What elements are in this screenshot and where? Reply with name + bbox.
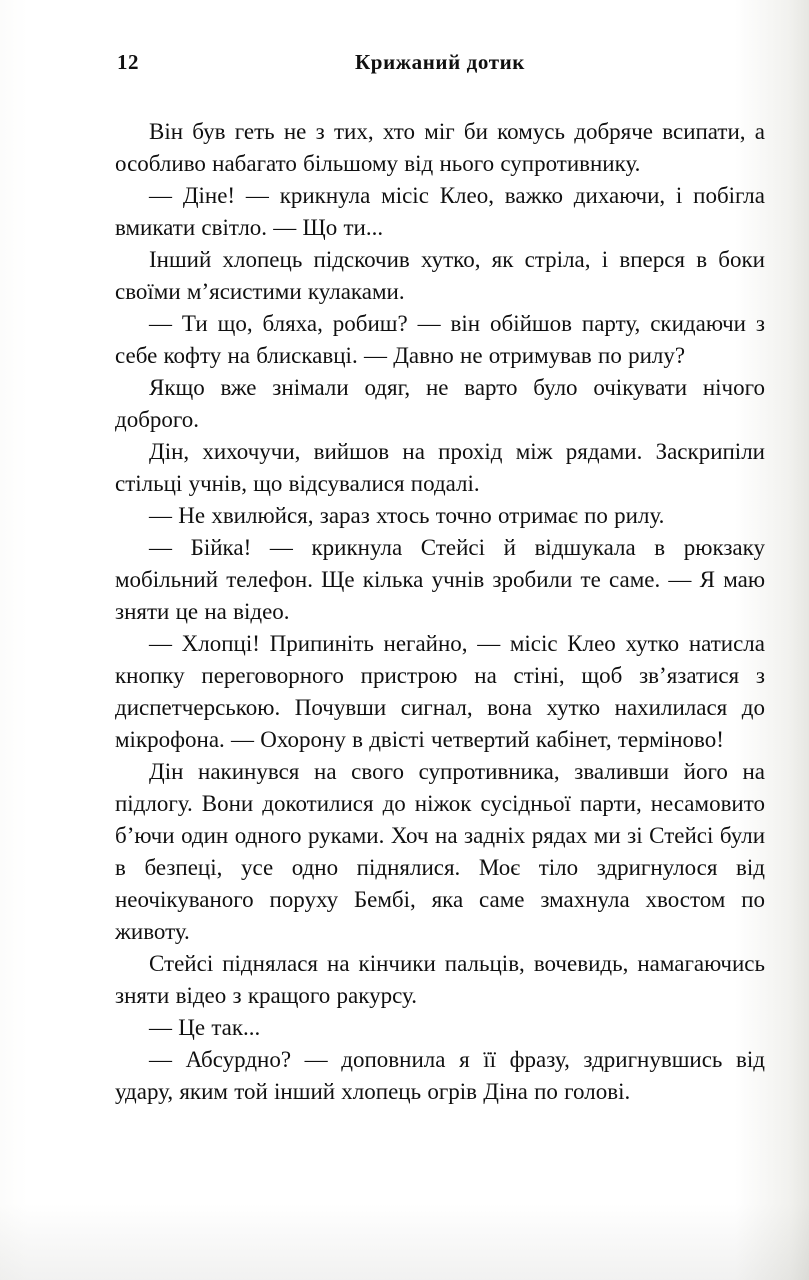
paragraph: Дін, хихочучи, вийшов на прохід між рядами. Заскрипіли стільці учнів, що відсувалися подалі. [115, 439, 765, 496]
paragraph: — Це так... [149, 1015, 261, 1040]
paragraph: — Абсурдно? — доповнила я її фразу, здригнувшись від удару, яким той інший хлопець огрів Діна по голові. [115, 1047, 765, 1104]
paragraph: — Бійка! — крикнула Стейсі й відшукала в рюкзаку мобільний телефон. Ще кілька учнів зробили те саме. — Я маю зняти це на відео. [115, 535, 765, 624]
page-header [115, 0, 765, 80]
paragraph: Якщо вже знімали одяг, не варто було очікувати нічого доброго. [115, 375, 765, 432]
paragraph: Стейсі піднялася на кінчики пальців, вочевидь, намагаючись зняти відео з кращого ракурсу. [115, 951, 765, 1008]
page-number: 12 [117, 50, 139, 74]
paragraph: Дін накинувся на свого супротивника, зваливши його на підлогу. Вони докотилися до ніжок сусідньої парти, несамовито б’ючи один одного руками. Хоч на задніх рядах ми зі Стейсі були в безпеці, усе одно піднялися. Моє тіло здригнулося від неочікуваного поруху Бембі, яка саме змахнула хвостом по животу. [115, 759, 765, 944]
paragraph: — Діне! — крикнула місіс Клео, важко дихаючи, і побігла вмикати світло. — Що ти... [115, 183, 765, 240]
paragraph: — Ти що, бляха, робиш? — він обійшов парту, скидаючи з себе кофту на блискавці. — Давно не отримував по рилу? [115, 311, 765, 368]
body-text [115, 116, 765, 1108]
paragraph: — Хлопці! Припиніть негайно, — місіс Клео хутко натисла кнопку переговорного пристрою на стіні, щоб зв’язатися з диспетчерською. Почувши сигнал, вона хутко нахилилася до мікрофона. — Охорону в двісті четвертий кабінет, терміново! [115, 631, 765, 752]
running-title: Крижаний дотик [354, 50, 526, 74]
paragraph: — Не хвилюйся, зараз хтось точно отримає по рилу. [149, 503, 665, 528]
paragraph: Інший хлопець підскочив хутко, як стріла, і вперся в боки своїми м’ясистими кулаками. [115, 247, 765, 304]
paragraph: Він був геть не з тих, хто міг би комусь добряче всипати, а особливо набагато більшому від нього супротивнику. [115, 119, 765, 176]
